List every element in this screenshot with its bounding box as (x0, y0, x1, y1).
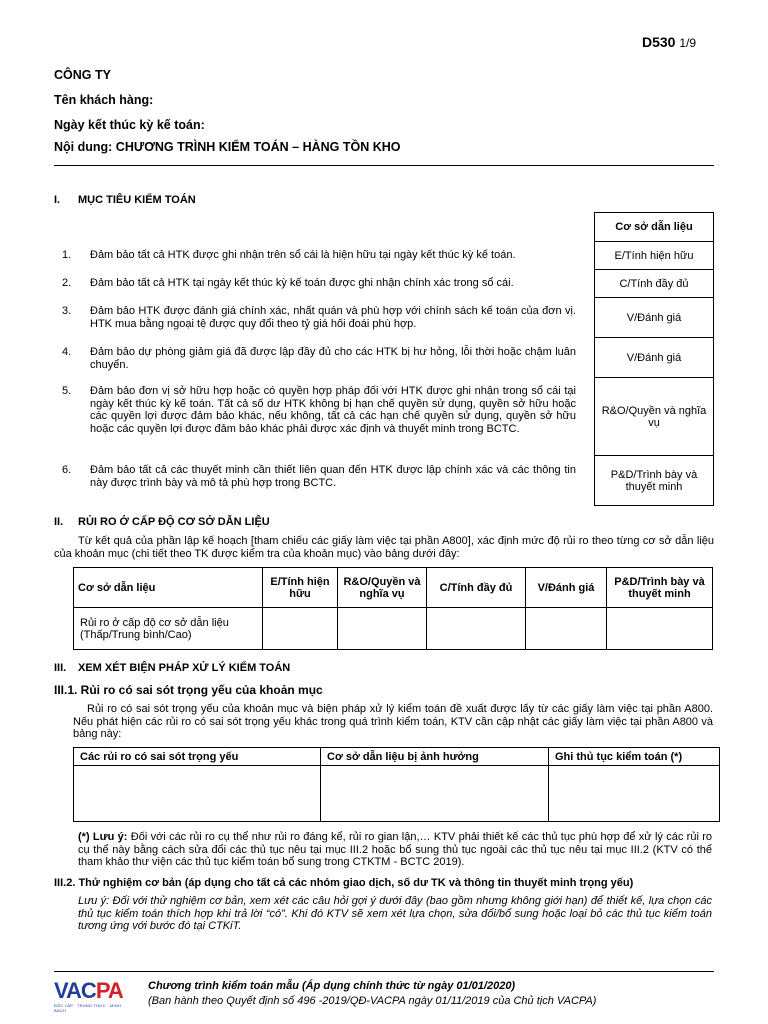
objective-item: 4. Đảm bảo dự phòng giảm giá đã được lập đầy đủ cho các HTK bị hư hỏng, lỗi thời hoặc chậm luân chuyển. (62, 346, 576, 371)
assertion-risk-table (73, 567, 713, 650)
risk-row-label: Rủi ro ở cấp độ cơ sở dẫn liệu (Thấp/Trung bình/Cao) (74, 608, 263, 650)
company-label: CÔNG TY (54, 68, 111, 82)
footer-line-2: (Ban hành theo Quyết định số 496 -2019/QĐ-VACPA ngày 01/11/2019 của Chủ tịch VACPA) (148, 995, 597, 1007)
basis-cell: P&D/Trình bày và thuyết minh (595, 456, 714, 506)
risk-header: P&D/Trình bày và thuyết minh (607, 568, 713, 608)
client-label: Tên khách hàng: (54, 93, 154, 107)
section-2-heading: II. RỦI RO Ở CẤP ĐỘ CƠ SỞ DẪN LIỆU (54, 516, 270, 528)
objective-item: 2. Đảm bảo tất cả HTK tại ngày kết thúc kỳ kế toán được ghi nhận chính xác trong sổ cái. (62, 277, 514, 289)
risk-header: E/Tính hiện hữu (263, 568, 338, 608)
objective-item: 5. Đảm bảo đơn vị sở hữu hợp hoặc có quyền hợp pháp đối với HTK được ghi nhận trong sổ cái tại ngày kết thúc kỳ kế toán. Tất cả số dư HTK không bị hạn chế quyền sử dụng, quyền sở hữu hoặc các quyền lợi được đảm bảo khác, nếu không, tất cả các hạn chế quyền sử dụng, quyền sở hữu hoặc các quyền lợi được đảm bảo khác phải được xác định và thuyết minh trong BCTC. (62, 385, 576, 435)
header-divider (54, 165, 714, 166)
content-title: Nội dung: CHƯƠNG TRÌNH KIỂM TOÁN – HÀNG TỒN KHO (54, 140, 401, 154)
risk-header: C/Tính đầy đủ (427, 568, 526, 608)
material-risk-header: Cơ sở dẫn liệu bị ảnh hưởng (321, 748, 549, 766)
risk-header: Cơ sở dẫn liệu (74, 568, 263, 608)
material-risk-table (73, 747, 720, 822)
subsection-3-1-title: III.1. Rủi ro có sai sót trọng yếu của khoản mục (54, 683, 323, 697)
material-risk-header: Ghi thủ tục kiểm toán (*) (549, 748, 720, 766)
basis-cell: V/Đánh giá (595, 298, 714, 338)
section-3-heading: III. XEM XÉT BIỆN PHÁP XỬ LÝ KIỂM TOÁN (54, 662, 291, 674)
subsection-3-2-title: III.2. Thử nghiệm cơ bản (áp dụng cho tất cả các nhóm giao dịch, số dư TK và thông tin thuyết minh trọng yếu) (54, 877, 634, 889)
vacpa-logo: VACPA ĐỘC LẬP · TRUNG THỰC · MINH BẠCH (54, 978, 123, 1013)
basis-cell: C/Tính đầy đủ (595, 270, 714, 298)
subsection-3-1-intro: Rủi ro có sai sót trọng yếu của khoản mục và biện pháp xử lý kiểm toán đề xuất được lấy từ các giấy làm việc tại phần A800. Nếu phát hiện các rủi ro có sai sót trọng yếu khác trong quá trình kiểm toán, KTV cần cập nhật các giấy làm việc tại phần A800 và bảng này: (73, 703, 713, 740)
risk-cell[interactable] (263, 608, 338, 650)
material-risk-header: Các rủi ro có sai sót trọng yếu (74, 748, 321, 766)
risk-cell[interactable] (607, 608, 713, 650)
basis-table (594, 212, 714, 506)
subsection-3-1-note: (*) Lưu ý: Đối với các rủi ro cụ thể như rủi ro đáng kể, rủi ro gian lận,… KTV phải thiết kế các thủ tục phù hợp để xử lý các rủi ro cụ thể này bằng cách sửa đổi các thủ tục nêu tại mục III.2 hoặc bổ sung thủ tục ngoài các thủ tục nêu tại mục III.2 (KTV có thể tham khảo thư viện các thủ tục kiểm toán bổ sung trong CTKTM - BCTC 2019). (78, 831, 712, 868)
basis-cell: E/Tính hiện hữu (595, 242, 714, 270)
section-2-intro: Từ kết quả của phần lập kế hoạch [tham chiếu các giấy làm việc tại phần A800], xác định mức độ rủi ro theo từng cơ sở dẫn liệu của khoản mục (chi tiết theo TK được kiểm tra của khoản mục) vào bảng dưới đây: (54, 535, 714, 560)
objective-item: 1. Đảm bảo tất cả HTK được ghi nhận trên sổ cái là hiện hữu tại ngày kết thúc kỳ kế toán. (62, 249, 516, 261)
page-number: 1/9 (679, 36, 696, 50)
document-code: D530 1/9 (641, 34, 696, 50)
material-risk-cell[interactable] (321, 766, 549, 822)
risk-cell[interactable] (526, 608, 607, 650)
basis-cell: V/Đánh giá (595, 338, 714, 378)
risk-cell[interactable] (338, 608, 427, 650)
material-risk-cell[interactable] (549, 766, 720, 822)
footer-line-1: Chương trình kiểm toán mẫu (Áp dụng chính thức từ ngày 01/01/2020) (148, 980, 516, 992)
section-1-heading: I. MỤC TIÊU KIỂM TOÁN (54, 194, 196, 206)
risk-header: V/Đánh giá (526, 568, 607, 608)
objective-item: 6. Đảm bảo tất cả các thuyết minh cần thiết liên quan đến HTK được lập chính xác và các thông tin này được trình bày và mô tả phù hợp trong BCTC. (62, 464, 576, 489)
material-risk-cell[interactable] (74, 766, 321, 822)
footer-divider (54, 971, 714, 972)
objective-item: 3. Đảm bảo HTK được đánh giá chính xác, nhất quán và phù hợp với chính sách kế toán của đơn vị. HTK mua bằng ngoại tệ được quy đổi theo tỷ giá hối đoái phù hợp. (62, 305, 576, 330)
risk-header: R&O/Quyền và nghĩa vụ (338, 568, 427, 608)
risk-cell[interactable] (427, 608, 526, 650)
subsection-3-2-note: Lưu ý: Đối với thử nghiệm cơ bản, xem xét các câu hỏi gợi ý dưới đây (bao gồm nhưng không giới hạn) để thiết kế, lựa chọn các thủ tục kiểm toán thích hợp khi trả lời “có”. Khi đó KTV sẽ xem xét lựa chọn, sửa đổi/bổ sung hoặc loại bỏ các thủ tục kiểm toán tương ứng với bước đó tại CTKiT. (78, 895, 712, 932)
basis-cell: R&O/Quyền và nghĩa vụ (595, 378, 714, 456)
period-label: Ngày kết thúc kỳ kế toán: (54, 118, 205, 132)
basis-header: Cơ sở dẫn liệu (595, 213, 714, 242)
